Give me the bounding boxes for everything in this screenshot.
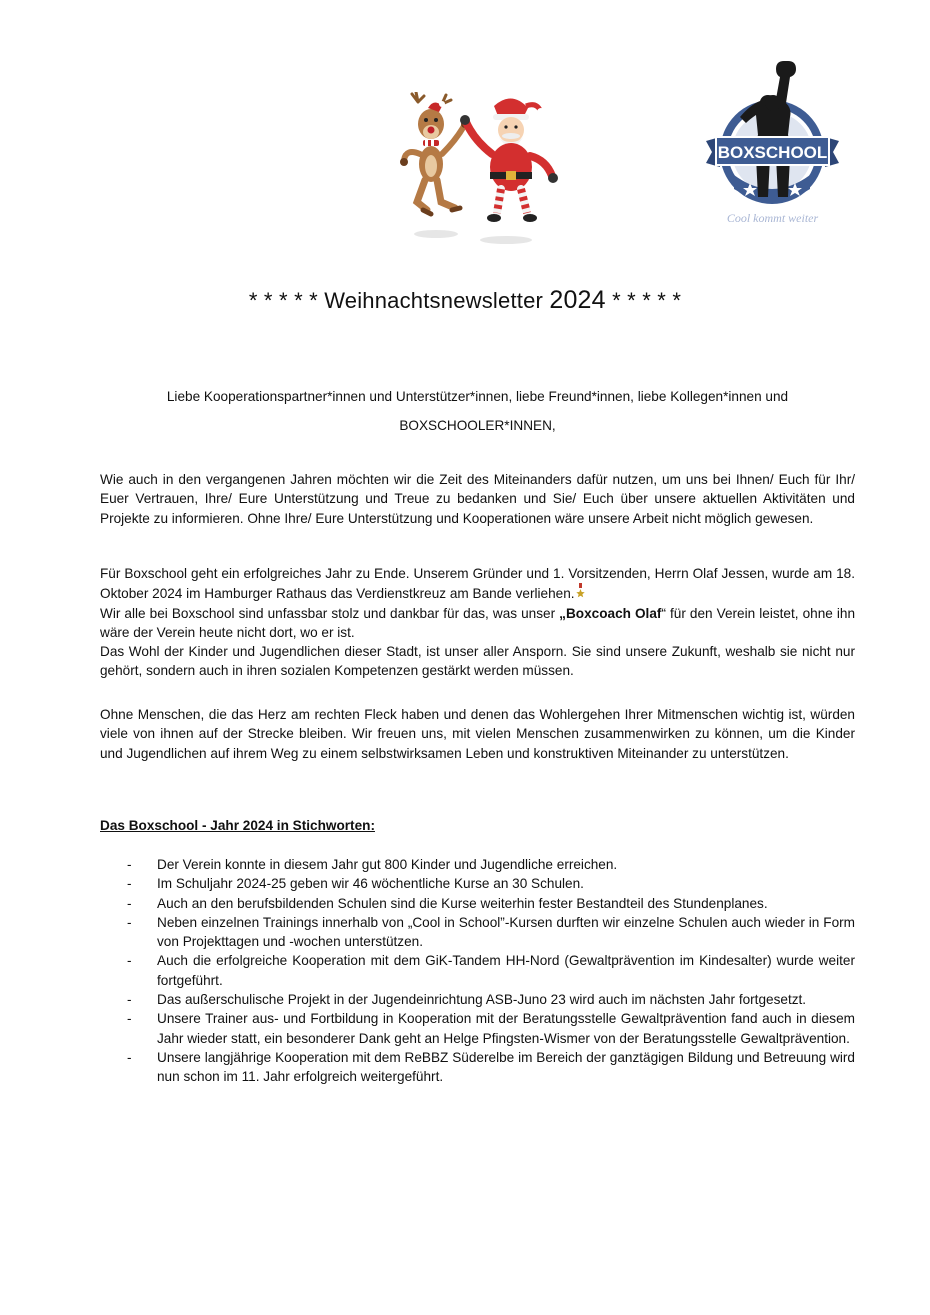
list-item [100, 1009, 855, 1048]
list-dash: - [127, 953, 132, 969]
reindeer-santa-illustration [398, 92, 568, 252]
award-sentence [100, 564, 855, 604]
medal-icon [576, 583, 585, 599]
title-prefix: * * * * * Weihnachtsnewsletter [248, 288, 544, 313]
logo-name: BOXSCHOOL [717, 143, 828, 162]
list-item-text: Das außerschulische Projekt in der Jugendeinrichtung ASB-Juno 23 wird auch im nächsten Jahr fortgesetzt. [157, 992, 807, 1008]
pride-text-before: Wir alle bei Boxschool sind unfassbar stolz und dankbar für das, was unser [100, 605, 560, 621]
list-item-text: Der Verein konnte in diesem Jahr gut 800 Kinder und Jugendliche erreichen. [157, 857, 618, 872]
title-suffix: * * * * * [612, 288, 682, 313]
boxer-emblem-icon [700, 55, 845, 215]
list-dash: - [127, 876, 132, 892]
list-item [100, 855, 855, 874]
list-item [100, 894, 855, 913]
community-paragraph: Ohne Menschen, die das Herz am rechten Fleck haben und denen das Wohlergehen Ihrer Mitmenschen wichtig ist, würden viele von ihnen auf der Strecke bleiben. Wir freuen uns, mit vielen Menschen zusammenwirken zu können, um die Kinder und Jugendlichen auf ihrem Weg zu einem selbstwirksamen Leben und konstruktiven Miteinander zu unterstützen. [100, 707, 855, 761]
list-item [100, 990, 855, 1009]
list-item [100, 951, 855, 990]
intro-paragraph: Wie auch in den vergangenen Jahren möchten wir die Zeit des Miteinanders dafür nutzen, um uns bei Ihnen/ Euch für Ihr/ Euer Vertrauen, Ihre/ Eure Unterstützung und Treue zu bedanken und Sie/ Euch über unsere aktuellen Aktivitäten und Projekte zu informieren. Ohne Ihre/ Eure Unterstützung und Kooperationen wäre unsere Arbeit nicht möglich gewesen. [100, 472, 855, 526]
newsletter-title [0, 286, 930, 315]
list-dash: - [127, 914, 132, 930]
list-dash: - [127, 1049, 132, 1065]
reindeer-icon [400, 92, 469, 214]
list-dash: - [127, 1011, 132, 1027]
award-text: Für Boxschool geht ein erfolgreiches Jahr zu Ende. Unserem Gründer und 1. Vorsitzenden, Herrn Olaf Jessen, wurde am 18. Oktober 2024 im Hamburger Rathaus das Verdienstkreuz am Bande verliehen. [100, 566, 855, 602]
list-dash: - [127, 992, 132, 1008]
boxschool-logo [700, 55, 845, 230]
list-item-text: Neben einzelnen Trainings innerhalb von „Cool in School”-Kursen durften wir einzelne Schulen auch wieder in Form von Projekttagen und -wochen unterstützen. [157, 914, 855, 950]
list-item-text: Auch die erfolgreiche Kooperation mit dem GiK-Tandem HH-Nord (Gewaltprävention im Kindesalter) wurde weiter fortgeführt. [157, 953, 855, 988]
section-heading: Das Boxschool - Jahr 2024 in Stichworten: [100, 818, 375, 833]
keypoints-list [100, 855, 855, 1087]
pride-text-after: “ für den Verein leistet, ohne ihn wäre der Verein heute nicht dort, wo er ist. [100, 605, 856, 640]
greeting-line-2: BOXSCHOOLER*INNEN, [399, 418, 556, 433]
santa-icon [460, 98, 558, 222]
award-paragraph [100, 564, 855, 681]
list-item-text: Im Schuljahr 2024-25 geben wir 46 wöchentliche Kurse an 30 Schulen. [157, 876, 584, 892]
list-item-text: Unsere Trainer aus- und Fortbildung in Kooperation mit der Beratungsstelle Gewaltprävention fand auch in diesem Jahr wieder statt, ein besonderer Dank geht an Helge Pfingsten-Wismer von der Beratungsstelle Gewaltprävention. [157, 1011, 855, 1046]
wellbeing-sentence: Das Wohl der Kinder und Jugendlichen dieser Stadt, ist unser aller Ansporn. Sie sind unsere Zukunft, weshalb sie nicht nur gehört, sondern auch in ihren sozialen Kompetenzen gestärkt werden müssen. [100, 644, 855, 679]
logo-tagline: Cool kommt weiter [726, 211, 819, 225]
greeting-line-1: Liebe Kooperationspartner*innen und Unterstützer*innen, liebe Freund*innen, liebe Kollegen*innen und [166, 389, 789, 404]
list-dash: - [127, 895, 132, 911]
list-item-text: Unsere langjährige Kooperation mit dem ReBBZ Süderelbe im Bereich der ganztägigen Bildung und Betreuung wird nun schon im 11. Jahr erfolgreich weitergeführt. [157, 1049, 855, 1085]
list-item-text: Auch an den berufsbildenden Schulen sind die Kurse weiterhin fester Bestandteil des Stundenplanes. [157, 895, 768, 911]
list-dash: - [127, 857, 132, 872]
list-item [100, 874, 855, 893]
pride-sentence [100, 604, 855, 643]
boxcoach-olaf-bold: „Boxcoach Olaf [559, 605, 662, 621]
list-item [100, 1048, 855, 1087]
title-year: 2024 [549, 286, 606, 314]
list-item [100, 913, 855, 952]
